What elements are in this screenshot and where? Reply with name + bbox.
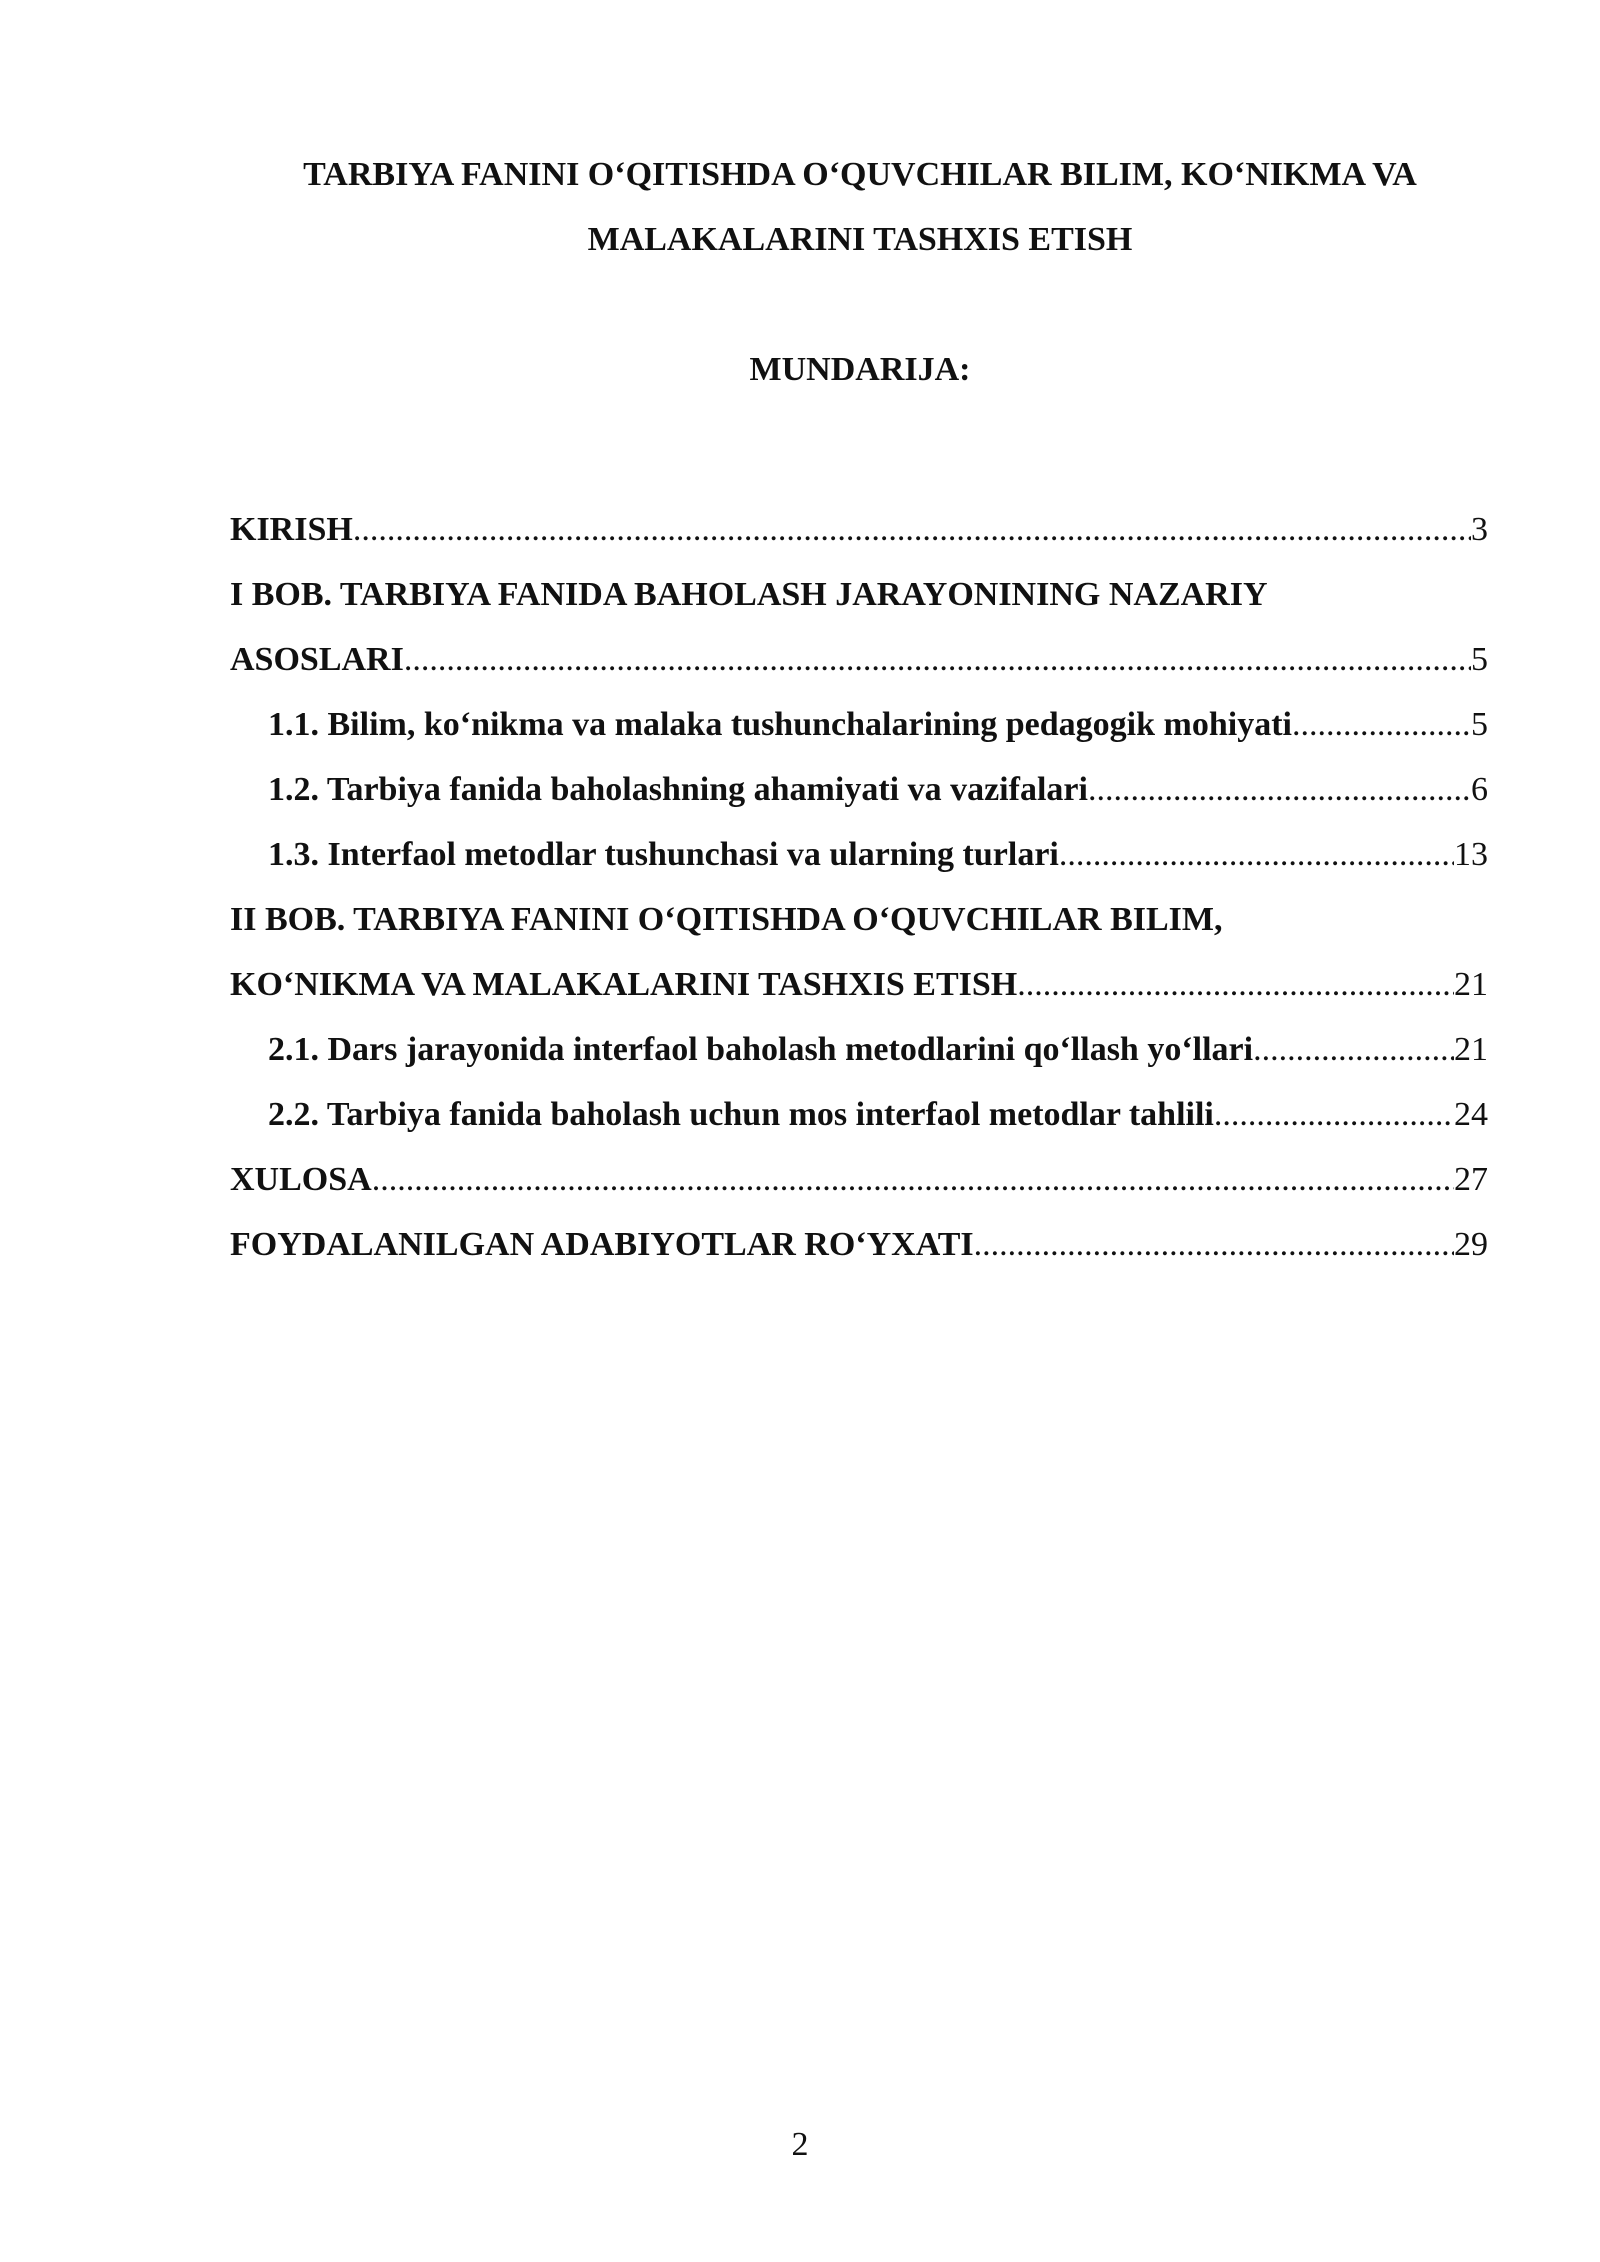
toc-entry-page: 6 (1471, 771, 1488, 808)
toc-entry-label: XULOSA (230, 1161, 372, 1198)
toc-leader-dots (1214, 1090, 1454, 1140)
toc-entry-section-1-2 (268, 765, 1488, 815)
toc-entry-section-2-1 (268, 1025, 1488, 1075)
toc-entry-label: 2.1. Dars jarayonida interfaol baholash metodlarini qo‘llash yo‘llari (268, 1031, 1254, 1068)
toc-entry-chapter-2-line-2 (230, 960, 1488, 1010)
toc-entry-page: 24 (1454, 1096, 1488, 1133)
toc-leader-dots (1017, 960, 1454, 1010)
toc-entry-kirish (230, 505, 1488, 555)
toc-leader-dots (372, 1155, 1454, 1205)
toc-entry-chapter-1-line-2 (230, 635, 1488, 685)
toc-leader-dots (1059, 830, 1454, 880)
toc-leader-dots (1088, 765, 1471, 815)
toc-entry-label: 1.3. Interfaol metodlar tushunchasi va ularning turlari (268, 836, 1059, 873)
toc-entry-label: 1.1. Bilim, ko‘nikma va malaka tushunchalarining pedagogik mohiyati (268, 706, 1292, 743)
toc-entry-section-1-3 (268, 830, 1488, 880)
toc-entry-label: 1.2. Tarbiya fanida baholashning ahamiyati va vazifalari (268, 771, 1088, 808)
toc-entry-page: 21 (1454, 1031, 1488, 1068)
toc-entry-section-1-1 (268, 700, 1488, 750)
page-number: 2 (791, 2126, 809, 2163)
toc-leader-dots (353, 505, 1471, 555)
toc-entry-section-2-2 (268, 1090, 1488, 1140)
toc-entry-label: ASOSLARI (230, 641, 404, 678)
toc-entry-label: KIRISH (230, 511, 353, 548)
toc-entry-label: KO‘NIKMA VA MALAKALARINI TASHXIS ETISH (230, 966, 1018, 1003)
toc-heading: MUNDARIJA: (749, 351, 971, 388)
toc-entry-page: 13 (1454, 836, 1488, 873)
toc-leader-dots (404, 635, 1471, 685)
toc-entry-page: 5 (1471, 641, 1488, 678)
toc-entry-adabiyotlar (230, 1220, 1488, 1270)
toc-entry-page: 3 (1471, 511, 1488, 548)
toc-entry-page: 27 (1454, 1161, 1488, 1198)
toc-entry-label: II BOB. TARBIYA FANINI O‘QITISHDA O‘QUVCHILAR BILIM, (230, 901, 1223, 938)
toc-entry-page: 21 (1454, 966, 1488, 1003)
toc-entry-xulosa (230, 1155, 1488, 1205)
toc-entry-chapter-1-line-1 (230, 570, 1488, 620)
document-title-line-2: MALAKALARINI TASHXIS ETISH (587, 221, 1133, 258)
toc-entry-page: 5 (1471, 706, 1488, 743)
toc-entry-chapter-2-line-1 (230, 895, 1488, 945)
toc-entry-label: I BOB. TARBIYA FANIDA BAHOLASH JARAYONINING NAZARIY (230, 576, 1268, 613)
toc-leader-dots (974, 1220, 1454, 1270)
toc-entry-label: FOYDALANILGAN ADABIYOTLAR RO‘YXATI (230, 1226, 974, 1263)
document-title-line-1: TARBIYA FANINI O‘QITISHDA O‘QUVCHILAR BILIM, KO‘NIKMA VA (303, 156, 1417, 193)
toc-entry-page: 29 (1454, 1226, 1488, 1263)
toc-leader-dots (1253, 1025, 1454, 1075)
toc-leader-dots (1292, 700, 1471, 750)
toc-entry-label: 2.2. Tarbiya fanida baholash uchun mos interfaol metodlar tahlili (268, 1096, 1214, 1133)
